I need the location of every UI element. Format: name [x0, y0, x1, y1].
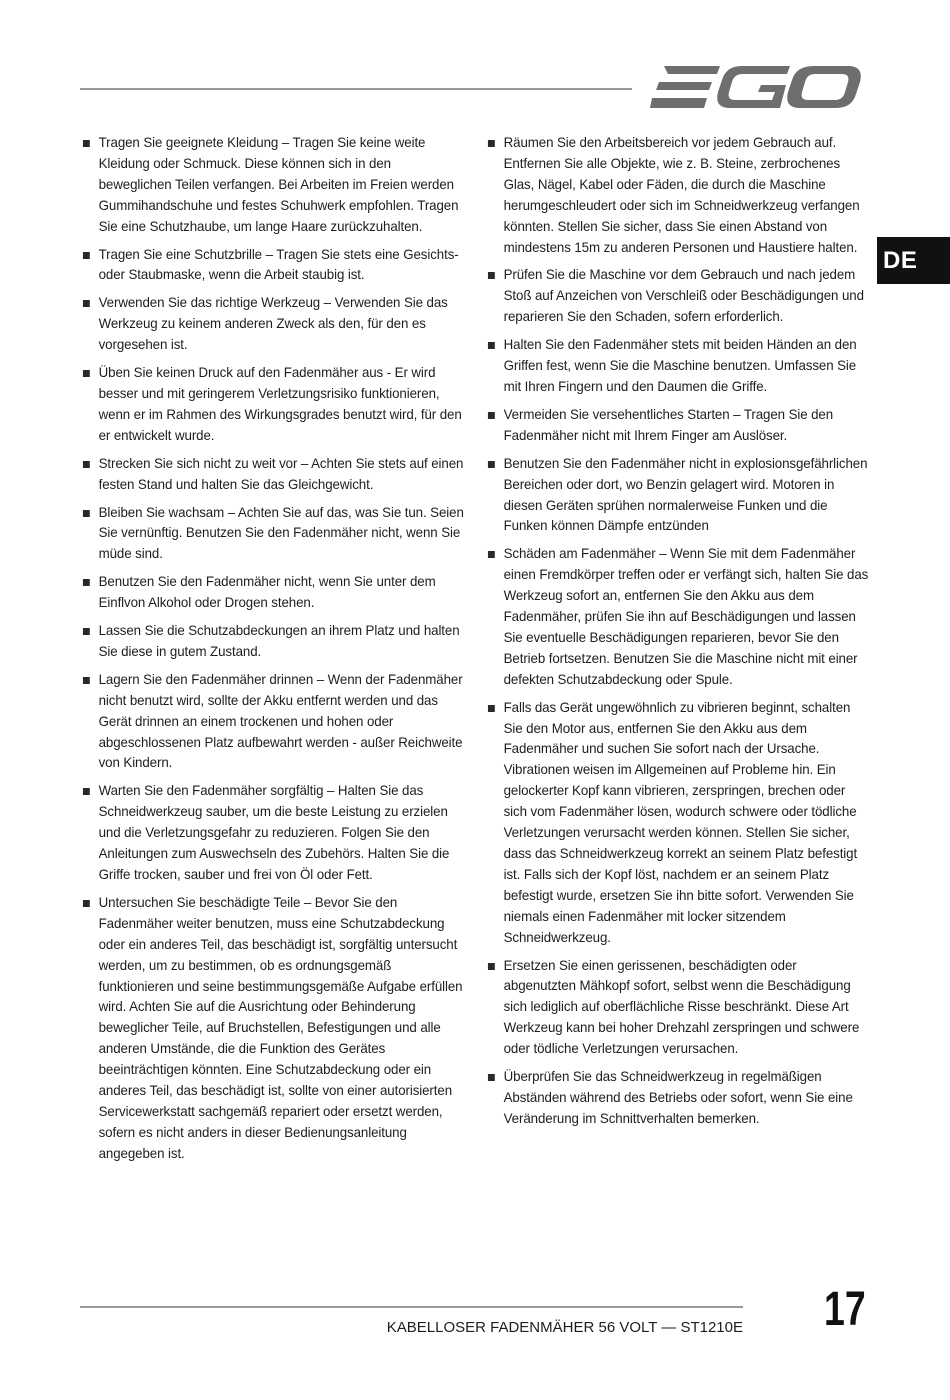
list-item: Lassen Sie die Schutzabdeckungen an ihrem Platz und halten Sie diese in gutem Zustand.: [80, 621, 464, 663]
language-tab: DE: [877, 237, 950, 284]
page-number: 17: [824, 1283, 866, 1336]
list-item: Vermeiden Sie versehentliches Starten – Tragen Sie den Fadenmäher nicht mit Ihrem Finger am Auslöser.: [485, 405, 869, 447]
list-item: Untersuchen Sie beschädigte Teile – Bevor Sie den Fadenmäher weiter benutzen, muss eine Schutzabdeckung oder ein anderes Teil, das beschädigt ist, sorgfältig untersucht werden, um zu bestimmen, ob es ordnungsgemäß funktionieren und seine bestimmungsgemäße Aufgabe erfüllen wird. Achten Sie auf die Ausrichtung oder Behinderung beweglicher Teile, auf Bruchstellen, Befestigungen und alle anderen Umstände, die die Funktion des Gerätes beeinträchtigen könnten. Eine Schutzabdeckung oder ein anderes Teil, das beschädigt ist, sollte von einer autorisierten Servicewerkstatt sachgemäß repariert oder ersetzt werden, sofern es nicht anders in dieser Bedienungsanleitung angegeben ist.: [80, 893, 464, 1165]
list-item: Ersetzen Sie einen gerissenen, beschädigten oder abgenutzten Mähkopf sofort, selbst wenn die Beschädigung sich lediglich auf oberflächliche Risse beschränkt. Diese Art Werkzeug kann bei hoher Drehzahl zerspringen und schwere oder tödliche Verletzungen verursachen.: [485, 956, 869, 1061]
footer-product-title: KABELLOSER FADENMÄHER 56 VOLT — ST1210E: [386, 1319, 743, 1336]
list-item: Überprüfen Sie das Schneidwerkzeug in regelmäßigen Abständen während des Betriebs oder sofort, wenn Sie eine Veränderung im Schnittverhalten bemerken.: [485, 1067, 869, 1130]
header-rule: [80, 88, 632, 90]
list-item: Verwenden Sie das richtige Werkzeug – Verwenden Sie das Werkzeug zu keinem anderen Zweck als den, für den es vorgesehen ist.: [80, 293, 464, 356]
list-item: Bleiben Sie wachsam – Achten Sie auf das, was Sie tun. Seien Sie vernünftig. Benutzen Sie den Fadenmäher nicht, wenn Sie müde sind.: [80, 503, 464, 566]
ego-logo: [650, 60, 862, 114]
list-item: Tragen Sie eine Schutzbrille – Tragen Sie stets eine Gesichts- oder Staubmaske, wenn die Arbeit staubig ist.: [80, 245, 464, 287]
list-item: Räumen Sie den Arbeitsbereich vor jedem Gebrauch auf. Entfernen Sie alle Objekte, wie z. B. Steine, zerbrochenes Glas, Nägel, Kabel oder Fäden, die durch die Maschine herumgeschleudert oder sich im Schneidwerkzeug verfangen könnten. Stellen Sie sicher, dass Sie einen Abstand von mindestens 15m zu anderen Personen und Haustiere halten.: [485, 133, 869, 258]
list-item: Strecken Sie sich nicht zu weit vor – Achten Sie stets auf einen festen Stand und halten Sie das Gleichgewicht.: [80, 454, 464, 496]
left-column: [80, 133, 472, 1172]
list-item: Benutzen Sie den Fadenmäher nicht in explosionsgefährlichen Bereichen oder dort, wo Benzin gelagert wird. Motoren in diesen Geräten sprühen normalerweise Funken und die Funken können Dämpfe entzünden: [485, 454, 869, 538]
list-item: Tragen Sie geeignete Kleidung – Tragen Sie keine weite Kleidung oder Schmuck. Diese können sich in den beweglichen Teilen verfangen. Bei Arbeiten im Freien werden Gummihandschuhe und festes Schuhwerk empfohlen. Tragen Sie eine Schutzhaube, um lange Haare zurückzuhalten.: [80, 133, 464, 238]
list-item: Schäden am Fadenmäher – Wenn Sie mit dem Fadenmäher einen Fremdkörper treffen oder er verfängt sich, halten Sie das Werkzeug sofort an, entfernen Sie den Akku aus dem Fadenmäher, prüfen Sie ihn auf Beschädigungen und lassen Sie eventuelle Beschädigungen reparieren, bevor Sie den Betrieb fortsetzen. Benutzen Sie die Maschine nicht mit einer defekten Schutzabdeckung oder Spule.: [485, 544, 869, 690]
right-column: [485, 133, 877, 1137]
list-item: Benutzen Sie den Fadenmäher nicht, wenn Sie unter dem Einflvon Alkohol oder Drogen stehen.: [80, 572, 464, 614]
list-item: Warten Sie den Fadenmäher sorgfältig – Halten Sie das Schneidwerkzeug sauber, um die beste Leistung zu erzielen und die Verletzungsgefahr zu reduzieren. Folgen Sie den Anleitungen zum Auswechseln des Zubehörs. Halten Sie die Griffe trocken, sauber und frei von Öl oder Fett.: [80, 781, 464, 886]
list-item: Prüfen Sie die Maschine vor dem Gebrauch und nach jedem Stoß auf Anzeichen von Verschleiß oder Beschädigungen und reparieren Sie den Schaden, sofern erforderlich.: [485, 265, 869, 328]
list-item: Falls das Gerät ungewöhnlich zu vibrieren beginnt, schalten Sie den Motor aus, entfernen Sie den Akku aus dem Fadenmäher und suchen Sie sofort nach der Ursache. Vibrationen weisen im Allgemeinen auf Probleme hin. Ein gelockerter Kopf kann vibrieren, zerspringen, brechen oder sich vom Fadenmäher lösen, wodurch schwere oder tödliche Verletzungen verursacht werden können. Stellen Sie sicher, dass das Schneidwerkzeug korrekt an seinem Platz befestigt ist. Falls sich der Kopf löst, nachdem er an seinem Platz befestigt wurde, ersetzen Sie ihn bitte sofort. Verwenden Sie niemals einen Fadenmäher mit locker sitzendem Schneidwerkzeug.: [485, 698, 869, 949]
list-item: Halten Sie den Fadenmäher stets mit beiden Händen an den Griffen fest, wenn Sie die Maschine benutzen. Umfassen Sie mit Ihren Fingern und den Daumen die Griffe.: [485, 335, 869, 398]
list-item: Üben Sie keinen Druck auf den Fadenmäher aus - Er wird besser und mit geringerem Verletzungsrisiko funktionieren, wenn er im Rahmen des Wirkungsgrades benutzt wird, für den er entwickelt wurde.: [80, 363, 464, 447]
footer-rule: [80, 1306, 743, 1308]
list-item: Lagern Sie den Fadenmäher drinnen – Wenn der Fadenmäher nicht benutzt wird, sollte der Akku entfernt werden und das Gerät drinnen an einem trockenen und hohen oder abgeschlossenen Platz aufbewahrt werden - außer Reichweite von Kindern.: [80, 670, 464, 775]
